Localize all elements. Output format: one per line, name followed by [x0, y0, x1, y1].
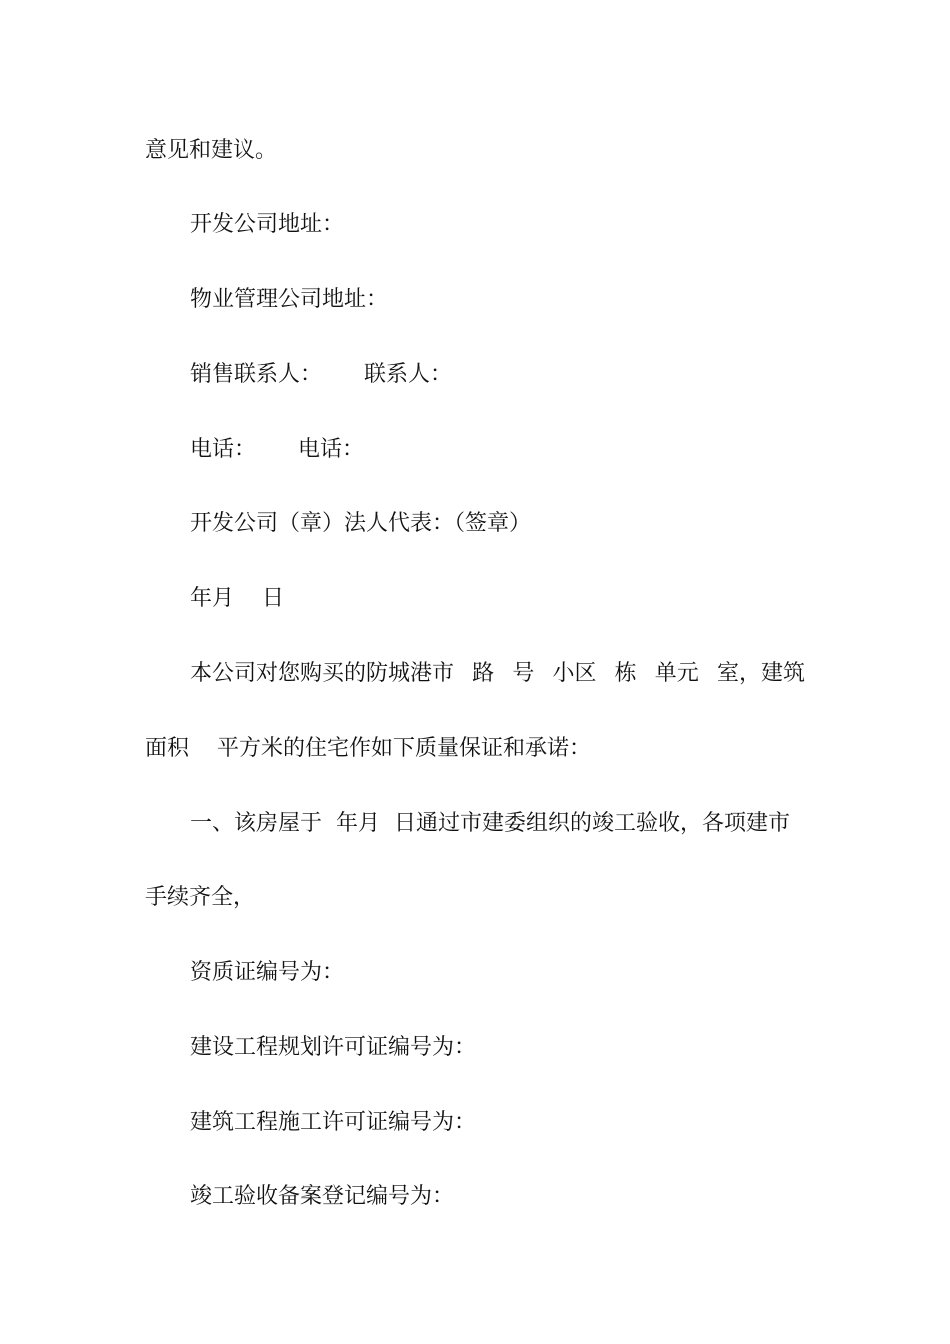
text-line-closing: 意见和建议。 [145, 138, 278, 163]
text-line-date: 年月 日 [190, 586, 284, 611]
text-segment: 栋 [614, 661, 637, 686]
text-line-procedures: 手续齐全， [145, 885, 256, 910]
text-line-construction-permit-number: 建筑工程施工许可证编号为： [190, 1110, 477, 1135]
text-segment: 本公司对您购买的防城港市 [190, 661, 455, 686]
text-segment: 小区 [552, 661, 597, 686]
text-line-property-address: 物业管理公司地址： [190, 287, 389, 312]
text-segment: 路 [472, 661, 495, 686]
text-line-record-number: 竣工验收备案登记编号为： [190, 1184, 455, 1209]
text-segment: 号 [512, 661, 535, 686]
text-line-area-commitment: 面积 平方米的住宅作如下质量保证和承诺： [145, 736, 591, 761]
text-line-phones: 电话： 电话： [190, 437, 364, 462]
text-line-qualification-number: 资质证编号为： [190, 960, 345, 985]
text-line-acceptance: 一、该房屋于 年月 日通过市建委组织的竣工验收，各项建市 [190, 811, 790, 836]
text-segment: 单元 [654, 661, 699, 686]
text-line-property-location [190, 659, 805, 689]
text-segment: 室，建筑 [716, 661, 805, 686]
text-line-seal-signature: 开发公司（章）法人代表：（签章） [190, 511, 532, 536]
text-line-planning-permit-number: 建设工程规划许可证编号为： [190, 1035, 477, 1060]
text-line-contacts: 销售联系人： 联系人： [190, 362, 452, 387]
text-line-developer-address: 开发公司地址： [190, 212, 345, 237]
